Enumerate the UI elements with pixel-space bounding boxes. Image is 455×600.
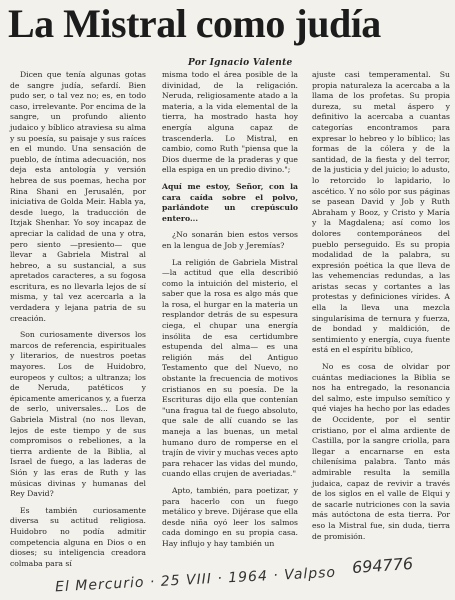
paragraph: La religión de Gabriela Mistral —la actitud que ella describió como la intuición del misterio, el saber que la rosa es algo más que la rosa, el hurgar en la materia un resplandor detrás de su espesura ciega, el chupar una energía insólita de esa certidumbre estupenda del alma— es una religión más del Antiguo Testamento que del Nuevo, no obstante la frecuencia de motivos cristianos en su poesía. De la Escrituras dijo ella que contenían "una fragua tal de fuego absoluto, que sale de allí cuando se las maneja a las buenas, un metal humano duro de romperse en el trajín de vivir y muchas veces apto para rehacer las vidas del mundo, cuando ellas crujen de averiadas.": [162, 257, 298, 479]
handwritten-source-note: El Mercurio · 25 VIII · 1964 · Valpso: [54, 564, 337, 596]
article-byline: Por Ignacio Valente: [188, 58, 293, 68]
verse-quote: Aquí me estoy, Señor, con la cara caída sobre el polvo, parlándote un crepúsculo entero...: [162, 181, 298, 223]
article-column-1: [10, 70, 146, 575]
paragraph: ¿No sonarán bien estos versos en la lengua de Job y Jeremías?: [162, 230, 298, 250]
paragraph: ajuste casi temperamental. Su propia naturaleza la acercaba a la llama de los profetas. Su propia dureza, su metal áspero y definitivo la acercaba a cuantas categorías encontramos para expresar lo hebreo y lo bíblico; las formas de la cólera y de la santidad, de la fiesta y del terror, de la justicia y del juicio; lo adusto, lo retorcido lo lapidario, lo ascético. Y no sólo por sus páginas se pasean David y Job y Ruth Abraham y Booz, y Cristo y María y la Magdalena; así como los dolores contemporáneos del pueblo perseguido. Es su propia modalidad de la palabra, su expresión poética la que lleva de las vehemencias redundas, a las aristas secas y cortantes a las protestas y definiciones vírides. A ella la lleva una mezcla singularísima de ternura y fuerza, de bondad y maldición, de sentimiento y energía, cuya fuente está en el espíritu bíblico,: [312, 70, 450, 355]
catalog-number: 694776: [351, 553, 414, 578]
paragraph: No es cosa de olvidar por cuántas mediaciones la Biblia se nos ha entregado, la resonancia del salmo, este impulso semítico y qué viajes ha hecho por las edades de Occidente, por el sentir cristiano, por el alma ardiente de Castilla, por la sangre criolla, para llegar a encarnarse en esta chilenísima palabra. Tanto más admirable resulta la semilla judaica, capaz de revivir a través de los siglos en el valle de Elqui y de sacarle nutriciones con la savia más autóctona de esta tierra. Por eso la Mistral fue, sin duda, tierra de promisión.: [312, 362, 450, 541]
paragraph: misma todo el área posible de la divinidad, de la religación. Neruda, religiosamente atado a la materia, a la vida elemental de la tierra, ha mostrado hasta hoy energía alguna capaz de trascenderla. Lo Mistral, en cambio, como Ruth "piensa que la Dios duerme de la praderas y que ella espiga en un predio divino.";: [162, 70, 298, 175]
paragraph: Son curiosamente diversos los marcos de referencia, espirituales y literarios, de nuestros poetas mayores. Los de Huidobro, europeos y cultos; a ultranza; los de Neruda, patéticos y épicamente americanos y, a fuerza de serlo, universales... Los de Gabriela Mistral (no nos llevan, lejos de este tiempo y de sus compromisos o rebeliones, a la tierra ardiente de la Biblia, al Israel de fuego, a las laderas de Sión y las eras de Ruth y las músicas divinas y humanas del Rey David?: [10, 330, 146, 499]
article-title: La Mistral como judía: [8, 1, 381, 46]
paragraph: Es también curiosamente diversa su actitud religiosa. Huidobro no podía admitir competencia alguna en Dios o en dioses; su inteligencia creadora colmaba para sí: [10, 505, 146, 568]
article-column-3: [312, 70, 450, 548]
paragraph: Apto, también, para poetizar, y para hacerlo con un fuego metálico y breve. Dijérase que ella desde niña oyó leer los salmos cada domingo en su propia casa. Hay influjo y hay también un: [162, 485, 298, 548]
paragraph: Dicen que tenía algunas gotas de sangre judía, sefardí. Bien pudo ser, o tal vez no; es, en todo caso, irrelevante. Por encima de la sangre, un profundo aliento judaico y bíblico atraviesa su alma y su poesía, su paisaje y sus raíces en el mundo. Una sensación de pueblo, de íntima adecuación, nos deja esta antología y versión hebrea de sus poemas, hecha por Rina Shani en Jerusalén, por iniciativa de Golda Meir. Habla ya, desde luego, la traducción de Itzjak Shenhar. Yo soy incapaz de apreciar la calidad de una y otra, pero siento —presiento— que llevar a Gabriela Mistral al hebreo, a su sustancial, a sus apretados caracteres, a su fogosa escritura, es no llevarla lejos de sí misma, y tal vez acercarla a la verdadera y lejana patria de su creación.: [10, 70, 146, 323]
article-column-2: [162, 70, 298, 556]
